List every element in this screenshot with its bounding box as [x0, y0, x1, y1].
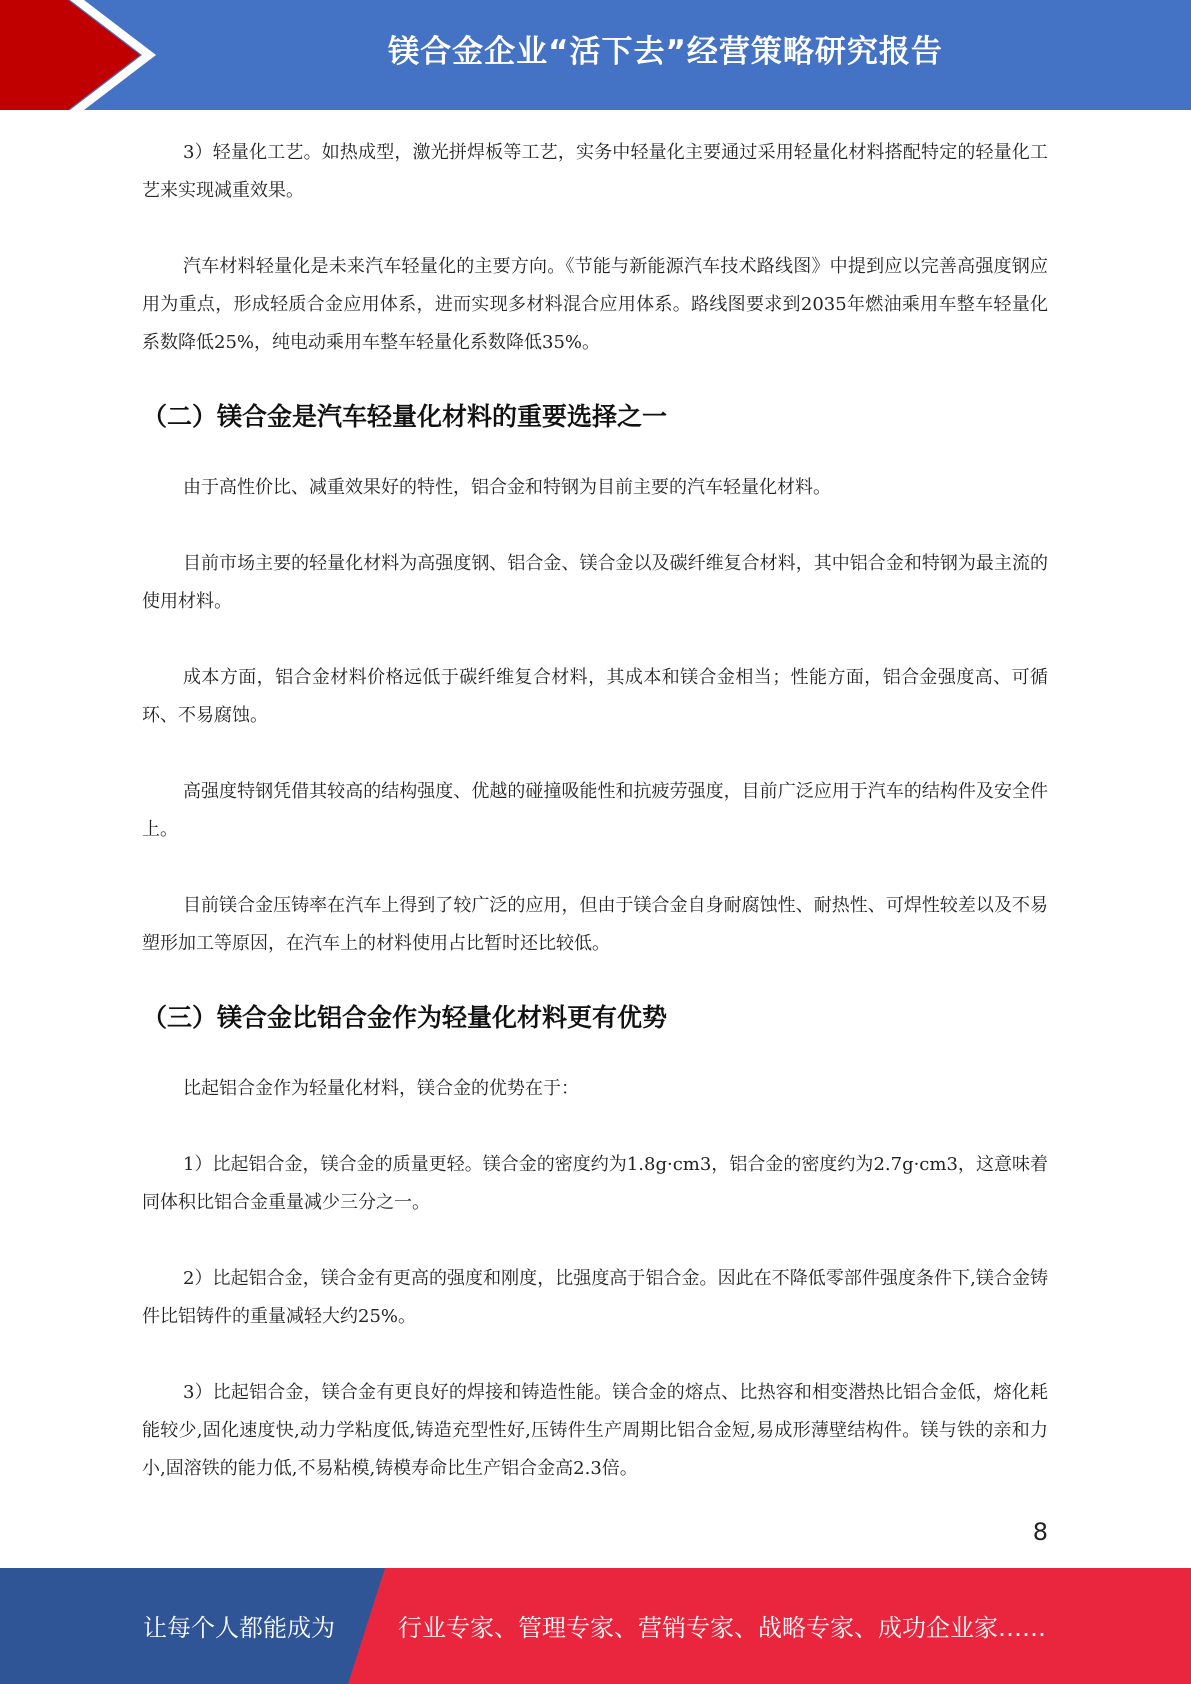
footer-slogan-left: 让每个人都能成为	[143, 1614, 335, 1642]
body-paragraph: 汽车材料轻量化是未来汽车轻量化的主要方向。《节能与新能源汽车技术路线图》中提到应以完善高强度钢应用为重点，形成轻质合金应用体系，进而实现多材料混合应用体系。路线图要求到2035年燃油乘用车整车轻量化系数降低25%，纯电动乘用车整车轻量化系数降低35%。	[142, 256, 1048, 353]
body-paragraph: 3）比起铝合金，镁合金有更良好的焊接和铸造性能。镁合金的熔点、比热容和相变潜热比铝合金低，熔化耗能较少,固化速度快,动力学粘度低,铸造充型性好,压铸件生产周期比铝合金短,易成形薄壁结构件。镁与铁的亲和力小,固溶铁的能力低,不易粘模,铸模寿命比生产铝合金高2.3倍。	[142, 1382, 1048, 1479]
body-paragraph: 高强度特钢凭借其较高的结构强度、优越的碰撞吸能性和抗疲劳强度，目前广泛应用于汽车的结构件及安全件上。	[142, 781, 1048, 840]
body-paragraph: 2）比起铝合金，镁合金有更高的强度和刚度，比强度高于铝合金。因此在不降低零部件强度条件下,镁合金铸件比铝铸件的重量减轻大约25%。	[142, 1268, 1048, 1327]
page-footer	[0, 1568, 1191, 1684]
body-paragraph: 1）比起铝合金，镁合金的质量更轻。镁合金的密度约为1.8g·cm3，铝合金的密度约为2.7g·cm3，这意味着同体积比铝合金重量减少三分之一。	[142, 1154, 1048, 1213]
page-header	[0, 0, 1191, 110]
body-paragraph: 目前市场主要的轻量化材料为高强度钢、铝合金、镁合金以及碳纤维复合材料，其中铝合金和特钢为最主流的使用材料。	[142, 553, 1048, 612]
body-paragraph: 比起铝合金作为轻量化材料，镁合金的优势在于：	[183, 1078, 579, 1099]
body-paragraph: 3）轻量化工艺。如热成型，激光拼焊板等工艺，实务中轻量化主要通过采用轻量化材料搭配特定的轻量化工艺来实现减重效果。	[142, 142, 1048, 201]
body-paragraph: 由于高性价比、减重效果好的特性，铝合金和特钢为目前主要的汽车轻量化材料。	[183, 477, 831, 498]
body-paragraph: 成本方面，铝合金材料价格远低于碳纤维复合材料，其成本和镁合金相当；性能方面，铝合金强度高、可循环、不易腐蚀。	[142, 667, 1048, 726]
page-number: 8	[1032, 1518, 1048, 1546]
document-body	[142, 134, 1048, 1526]
footer-slogan-right: 行业专家、管理专家、营销专家、战略专家、成功企业家……	[398, 1614, 1046, 1642]
section-heading: （二）镁合金是汽车轻量化材料的重要选择之一	[142, 402, 668, 431]
report-title: 镁合金企业“活下去”经营策略研究报告	[388, 34, 943, 70]
section-heading: （三）镁合金比铝合金作为轻量化材料更有优势	[142, 1003, 668, 1032]
body-paragraph: 目前镁合金压铸率在汽车上得到了较广泛的应用，但由于镁合金自身耐腐蚀性、耐热性、可焊性较差以及不易塑形加工等原因，在汽车上的材料使用占比暂时还比较低。	[142, 895, 1048, 954]
